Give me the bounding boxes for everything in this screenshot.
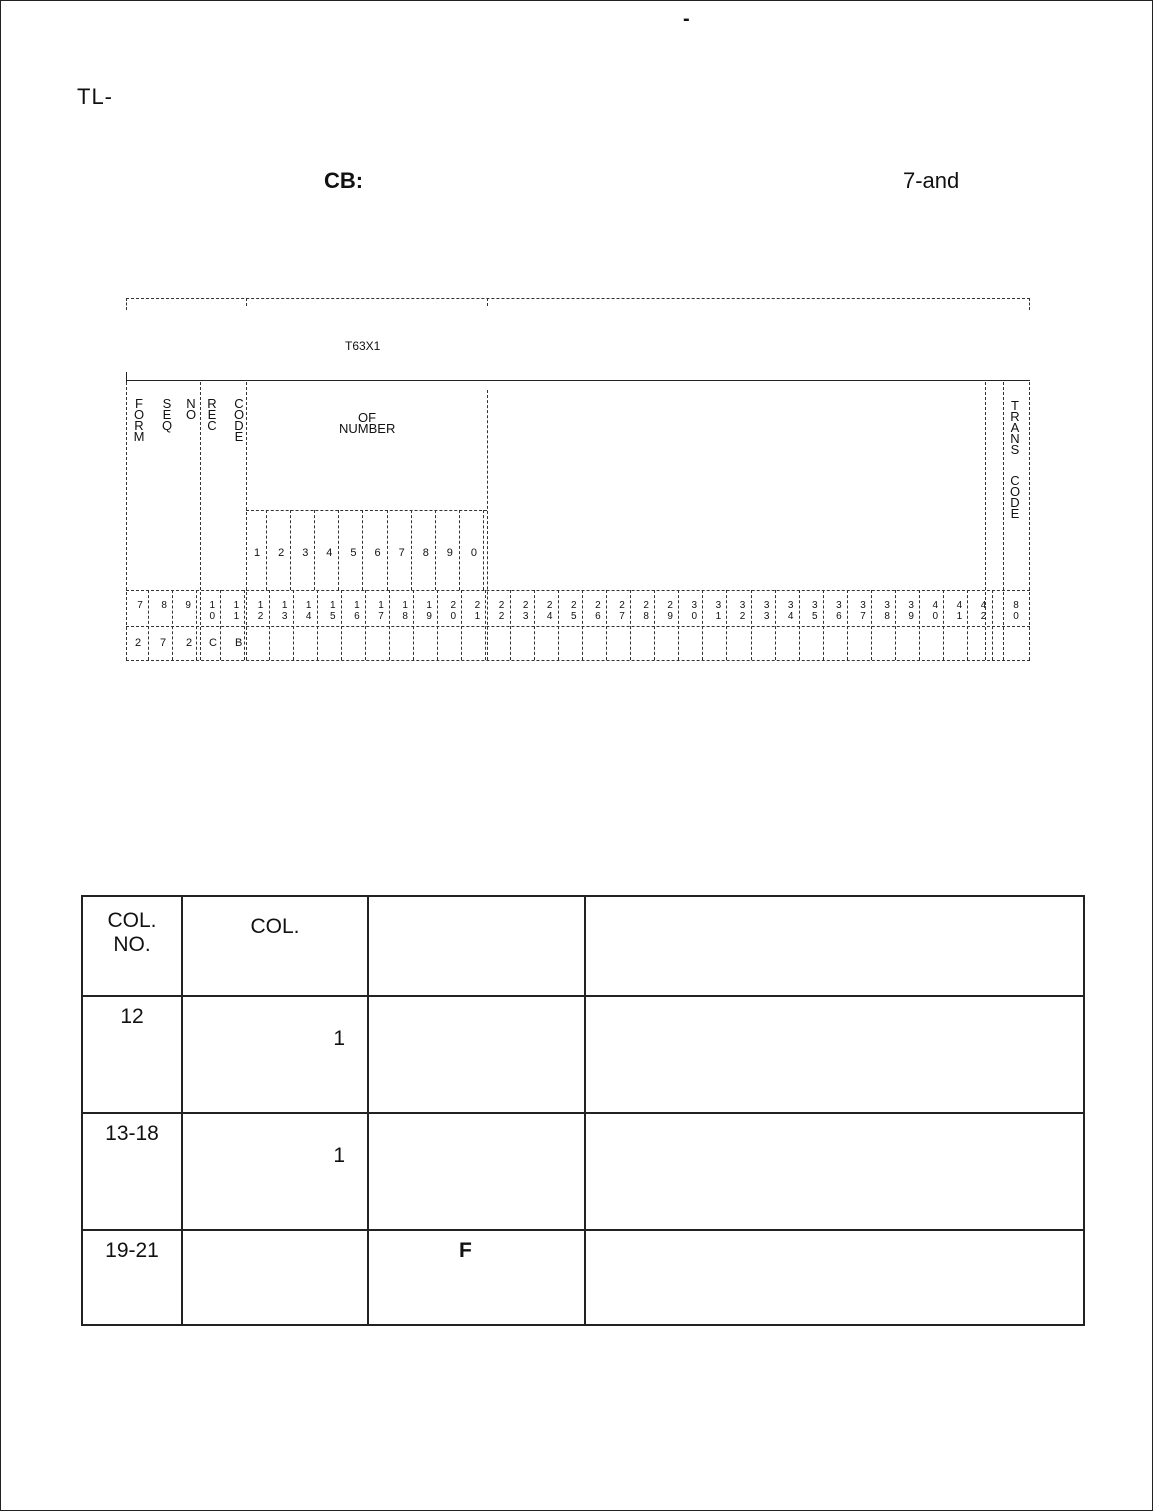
column-number-trans: 8 0 — [1013, 600, 1019, 622]
form-main-tick — [126, 372, 127, 382]
sub-digit-divider — [411, 510, 412, 590]
label-no: N O — [185, 396, 197, 422]
column-number: 1 6 — [354, 600, 360, 622]
column-divider — [702, 590, 703, 660]
column-number: 3 0 — [691, 600, 698, 622]
column-number: 4 1 — [956, 600, 963, 622]
header-col: COL. — [182, 896, 368, 996]
form-top-border — [126, 298, 1030, 299]
column-number: 2 9 — [667, 600, 673, 622]
column-number: 3 7 — [860, 600, 866, 622]
column-divider — [389, 590, 390, 660]
header-col-no: COL. NO. — [82, 896, 182, 996]
sub-digit: 5 — [350, 547, 357, 559]
column-divider — [293, 590, 294, 660]
sub-digit: 6 — [374, 547, 381, 559]
column-divider — [871, 590, 872, 660]
column-divider — [630, 590, 631, 660]
row-col-no: 19-21 — [82, 1230, 182, 1325]
column-divider — [606, 590, 607, 660]
column-number: 3 2 — [739, 600, 746, 622]
row-entry: F — [368, 1230, 585, 1325]
column-number: 3 4 — [787, 600, 794, 622]
column-divider — [751, 590, 752, 660]
column-divider — [775, 590, 776, 660]
column-number: 2 1 — [474, 600, 481, 622]
column-number: 1 4 — [305, 600, 312, 622]
fixed-value: C — [209, 637, 217, 649]
column-number: 4 2 — [980, 600, 987, 622]
label-of: OF — [358, 410, 377, 425]
column-divider — [341, 590, 342, 660]
column-divider — [148, 590, 149, 660]
separator-rec — [200, 382, 201, 660]
column-number: 1 8 — [402, 600, 408, 622]
sub-digit-divider — [314, 510, 315, 590]
column-number: 1 1 — [233, 600, 240, 622]
column-number: 1 7 — [378, 600, 384, 622]
label-form: F O R M — [133, 396, 145, 444]
column-description-table — [81, 895, 1085, 1326]
sub-digit: 9 — [446, 547, 453, 559]
form-left-edge — [126, 382, 127, 660]
sub-digit-divider — [290, 510, 291, 590]
column-divider — [558, 590, 559, 660]
column-divider — [365, 590, 366, 660]
table-header-row — [82, 896, 1084, 996]
sub-digit: 1 — [254, 547, 261, 559]
fixed-value: 2 — [135, 637, 142, 649]
sub-digit: 3 — [302, 547, 309, 559]
column-number: 7 — [137, 600, 143, 611]
column-number: 2 4 — [546, 600, 553, 622]
column-divider — [823, 590, 824, 660]
column-number: 2 7 — [619, 600, 625, 622]
form-top-tick — [126, 298, 127, 310]
column-number: 2 2 — [498, 600, 505, 622]
header-blank-2 — [585, 896, 1084, 996]
column-divider — [895, 590, 896, 660]
separator-code — [246, 382, 247, 660]
row-col-no: 13-18 — [82, 1113, 182, 1230]
separator-trans-inner — [1003, 382, 1004, 660]
column-number: 1 0 — [209, 600, 216, 622]
label-seq: S E Q — [161, 396, 173, 433]
form-main-line — [126, 380, 1030, 381]
column-divider — [510, 590, 511, 660]
column-divider — [244, 590, 245, 660]
table-row — [82, 1230, 1084, 1325]
column-number: 3 1 — [715, 600, 722, 622]
column-number: 1 2 — [257, 600, 264, 622]
table-row — [82, 996, 1084, 1113]
column-number: 3 5 — [812, 600, 818, 622]
form-top-tick — [487, 298, 488, 306]
column-divider — [799, 590, 800, 660]
label-trans: T R A N S — [1010, 398, 1020, 457]
column-number: 3 8 — [884, 600, 890, 622]
column-number: 1 3 — [281, 600, 288, 622]
sub-digit: 8 — [422, 547, 429, 559]
form-id: T63X1 — [345, 339, 381, 353]
column-divider — [317, 590, 318, 660]
column-divider — [172, 590, 173, 660]
sub-digit: 2 — [278, 547, 285, 559]
label-rec: R E C — [207, 396, 217, 433]
page-header-label: TL- — [77, 84, 113, 109]
sub-digit-divider — [459, 510, 460, 590]
column-number: 3 3 — [763, 600, 770, 622]
separator-number-end — [487, 390, 488, 660]
column-divider — [413, 590, 414, 660]
row-entry — [368, 1113, 585, 1230]
column-divider — [220, 590, 221, 660]
column-number: 2 5 — [571, 600, 577, 622]
label-code: C O D E — [233, 396, 245, 444]
sub-digit-divider — [435, 510, 436, 590]
sub-digit-divider — [266, 510, 267, 590]
column-number: 1 5 — [330, 600, 336, 622]
sub-digit-divider — [338, 510, 339, 590]
column-divider — [534, 590, 535, 660]
column-grid-bottom — [126, 660, 1030, 661]
column-divider — [196, 590, 197, 660]
row-col-value: 1 — [182, 1113, 368, 1230]
column-divider — [678, 590, 679, 660]
column-divider — [654, 590, 655, 660]
form-top-tick — [1029, 298, 1030, 310]
table-row — [82, 1113, 1084, 1230]
sub-digit-divider — [483, 510, 484, 590]
fixed-value: 2 — [186, 637, 193, 649]
column-number: 1 9 — [426, 600, 432, 622]
column-divider — [269, 590, 270, 660]
sub-digit: 0 — [470, 547, 478, 559]
row-entry — [368, 996, 585, 1113]
column-number: 3 9 — [908, 600, 914, 622]
column-divider — [847, 590, 848, 660]
sub-digit-divider — [387, 510, 388, 590]
form-right-edge — [1029, 382, 1030, 660]
sub-digit-divider — [362, 510, 363, 590]
column-divider — [437, 590, 438, 660]
column-divider — [726, 590, 727, 660]
column-divider — [485, 590, 486, 660]
label-number: NUMBER — [339, 421, 396, 436]
column-number: 4 0 — [932, 600, 939, 622]
header-blank-1 — [368, 896, 585, 996]
top-mark: - — [683, 8, 690, 30]
row-col-value: 1 — [182, 996, 368, 1113]
row-description — [585, 1230, 1084, 1325]
subtitle-cb: CB: — [324, 168, 364, 193]
row-description — [585, 1113, 1084, 1230]
column-number: 2 3 — [522, 600, 529, 622]
column-divider — [919, 590, 920, 660]
column-divider — [461, 590, 462, 660]
column-divider — [967, 590, 968, 660]
fixed-value: B — [235, 637, 243, 649]
column-number: 8 — [161, 600, 167, 611]
label-trans-code: C O D E — [1009, 473, 1021, 521]
number-subbox-top — [246, 510, 487, 511]
column-number: 2 6 — [595, 600, 601, 622]
sub-digit: 7 — [398, 547, 405, 559]
row-col-value — [182, 1230, 368, 1325]
fixed-value: 7 — [160, 637, 167, 649]
row-description — [585, 996, 1084, 1113]
sub-digit: 4 — [326, 547, 333, 559]
row-col-no: 12 — [82, 996, 182, 1113]
column-divider — [943, 590, 944, 660]
form-top-tick — [246, 298, 247, 306]
column-divider — [582, 590, 583, 660]
subtitle-and: 7-and — [903, 168, 960, 193]
column-number: 2 0 — [450, 600, 457, 622]
column-number: 2 8 — [643, 600, 649, 622]
column-number: 3 6 — [836, 600, 842, 622]
column-number: 9 — [185, 600, 191, 611]
column-divider — [992, 590, 993, 660]
